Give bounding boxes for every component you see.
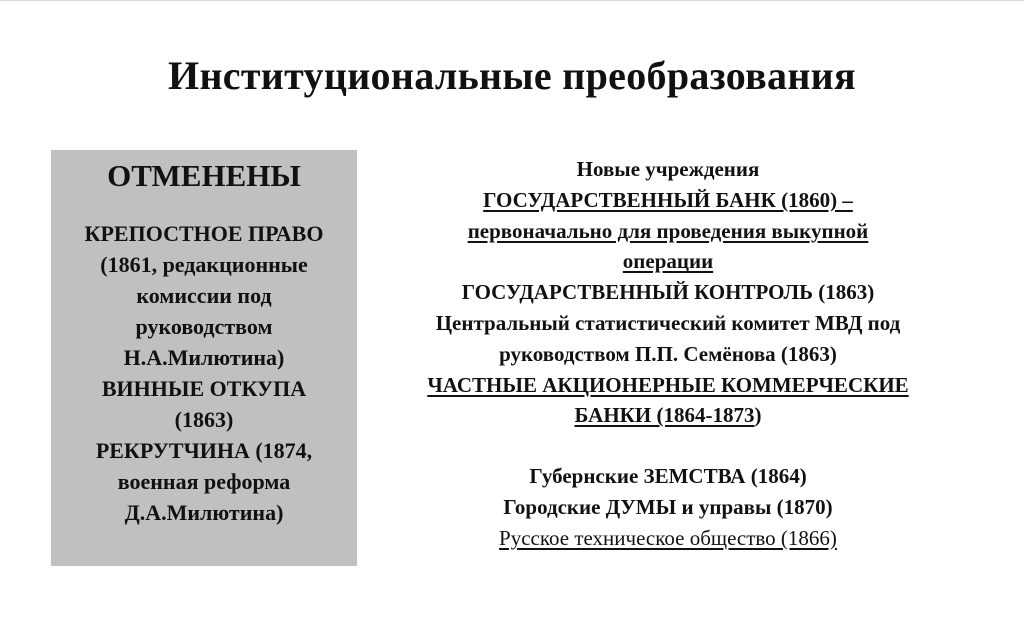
stat-committee-line: руководством П.П. Семёнова (1863) (499, 341, 837, 366)
state-control-line: ГОСУДАРСТВЕННЫЙ КОНТРОЛЬ (1863) (461, 280, 875, 305)
state-bank-line (368, 185, 968, 216)
private-banks-line (368, 400, 968, 431)
stat-committee-line: Центральный статистический комитет МВД под (435, 310, 901, 335)
zemstva-line: Губернские ЗЕМСТВА (1864) (529, 464, 807, 489)
state-bank-line (368, 216, 968, 247)
abolished-line: комиссии под (136, 283, 272, 308)
state-bank-text: операции (622, 249, 714, 274)
abolished-line: военная реформа (117, 469, 291, 494)
abolished-line: Д.А.Милютина) (124, 500, 284, 525)
new-institutions-panel (368, 154, 968, 554)
state-bank-text: первоначально для проведения выкупной (467, 218, 869, 243)
slide-title: Институциональные преобразования (168, 53, 856, 98)
private-banks-text: БАНКИ (1864-1873 (574, 403, 755, 428)
private-banks-text: ЧАСТНЫЕ АКЦИОНЕРНЫЕ КОММЕРЧЕСКИЕ (427, 372, 909, 397)
abolished-panel (51, 150, 357, 566)
abolished-line: руководством (135, 314, 273, 339)
state-bank-text: ГОСУДАРСТВЕННЫЙ БАНК (1860) – (483, 187, 853, 212)
abolished-line: КРЕПОСТНОЕ ПРАВО (84, 221, 324, 246)
private-banks-tail: ) (754, 403, 762, 428)
private-banks-line (368, 370, 968, 401)
abolished-heading: ОТМЕНЕНЫ (107, 158, 301, 193)
abolished-line: (1863) (174, 407, 234, 432)
abolished-line: (1861, редакционные (100, 252, 308, 277)
spacer (368, 431, 968, 461)
new-institutions-heading: Новые учреждения (576, 157, 760, 181)
abolished-line: ВИННЫЕ ОТКУПА (101, 376, 307, 401)
state-bank-line (368, 246, 968, 277)
abolished-line: Н.А.Милютина) (123, 345, 285, 370)
tech-society-text: Русское техническое общество (1866) (499, 525, 837, 550)
tech-society-line (368, 523, 968, 554)
abolished-line: РЕКРУТЧИНА (1874, (95, 438, 313, 463)
dumas-line: Городские ДУМЫ и управы (1870) (503, 494, 833, 519)
